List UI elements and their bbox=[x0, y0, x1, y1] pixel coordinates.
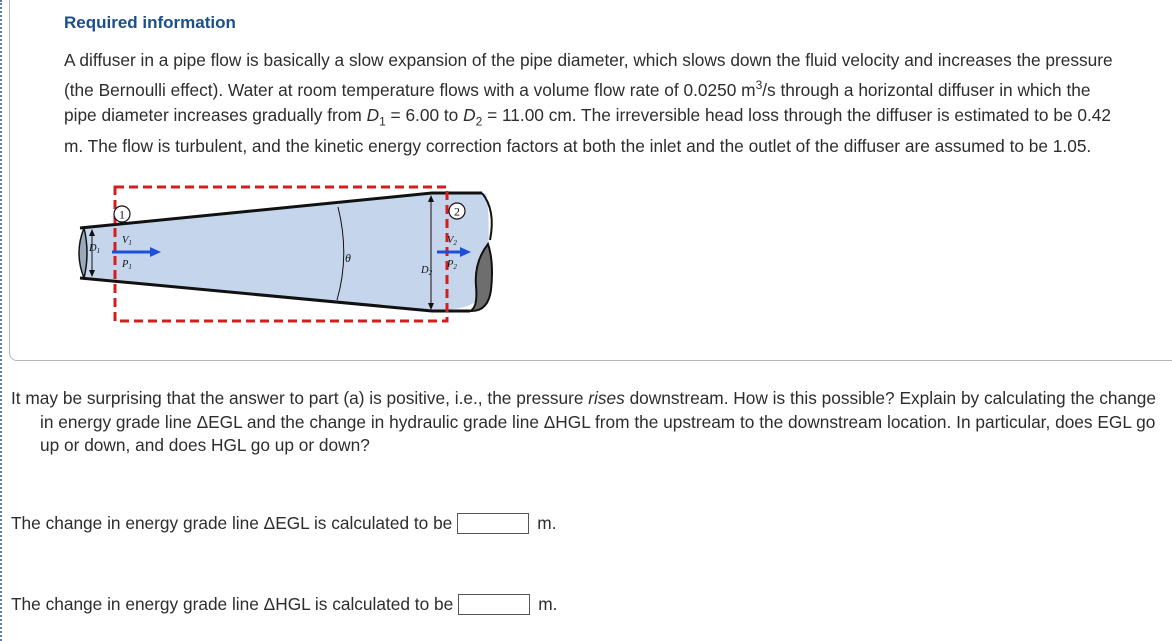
intro-text-4: = 11.00 cm. The irreversible head loss through the diffuser is estimated to be 0.42 m. The flow is turbulent, and the kinetic energy correction factors at both the inlet and the outlet of the diffuser are assumed to be 1.05. bbox=[64, 104, 1111, 157]
d2-diagram-label: D2 bbox=[421, 265, 433, 277]
question-text-1: It may be surprising that the answer to part (a) is positive, i.e., the pressure bbox=[11, 388, 589, 408]
diffuser-diagram bbox=[74, 182, 506, 324]
d2-subscript: 2 bbox=[475, 114, 483, 129]
question-emphasis: rises bbox=[588, 388, 625, 408]
hgl-answer-label: The change in energy grade line ΔHGL is calculated to be bbox=[11, 594, 454, 614]
left-dotted-border bbox=[0, 0, 2, 641]
p1-label: P1 bbox=[122, 259, 132, 271]
question-text bbox=[11, 387, 1160, 458]
intro-text-3: = 6.00 to bbox=[385, 104, 464, 125]
question-text-2: downstream. How is this possible? Explain by calculating the change in energy grade line ΔEGL and the change in hydraulic grade line ΔHGL from the upstream to the downstream location. In particular, does EGL go up or down, and does HGL go up or down? bbox=[40, 388, 1156, 455]
p2-label: P2 bbox=[447, 259, 457, 271]
egl-answer-label: The change in energy grade line ΔEGL is calculated to be bbox=[11, 513, 453, 533]
d2-symbol: D bbox=[463, 104, 476, 125]
intro-text-1: A diffuser in a pipe flow is basically a slow expansion of the pipe diameter, which slows down the fluid velocity and increases the pressure (the Bernoulli effect). Water at room temperature flows with a volume flow rate of 0.0250 m bbox=[64, 50, 1113, 100]
intro-text-2: /s through a horizontal diffuser in which the pipe diameter increases gradually from bbox=[64, 79, 1091, 125]
egl-unit: m. bbox=[537, 513, 557, 533]
answer-row-egl bbox=[11, 513, 557, 534]
d1-symbol: D bbox=[366, 104, 380, 125]
inlet-end-cap bbox=[79, 228, 87, 278]
v2-label: V2 bbox=[447, 235, 457, 247]
egl-answer-input[interactable] bbox=[457, 513, 529, 534]
hgl-unit: m. bbox=[538, 594, 558, 614]
d1-subscript: 1 bbox=[379, 114, 386, 129]
section-title: Required information bbox=[64, 13, 236, 32]
d1-diagram-label: D1 bbox=[89, 243, 101, 255]
inlet-station-label: 1 bbox=[119, 207, 125, 222]
flow-unit-exponent: 3 bbox=[755, 78, 763, 92]
problem-statement bbox=[64, 48, 1114, 159]
answer-row-hgl bbox=[11, 594, 557, 615]
v1-label: V1 bbox=[122, 235, 132, 247]
outlet-station-label: 2 bbox=[454, 204, 460, 219]
theta-label: θ bbox=[345, 251, 351, 265]
hgl-answer-input[interactable] bbox=[458, 594, 530, 615]
